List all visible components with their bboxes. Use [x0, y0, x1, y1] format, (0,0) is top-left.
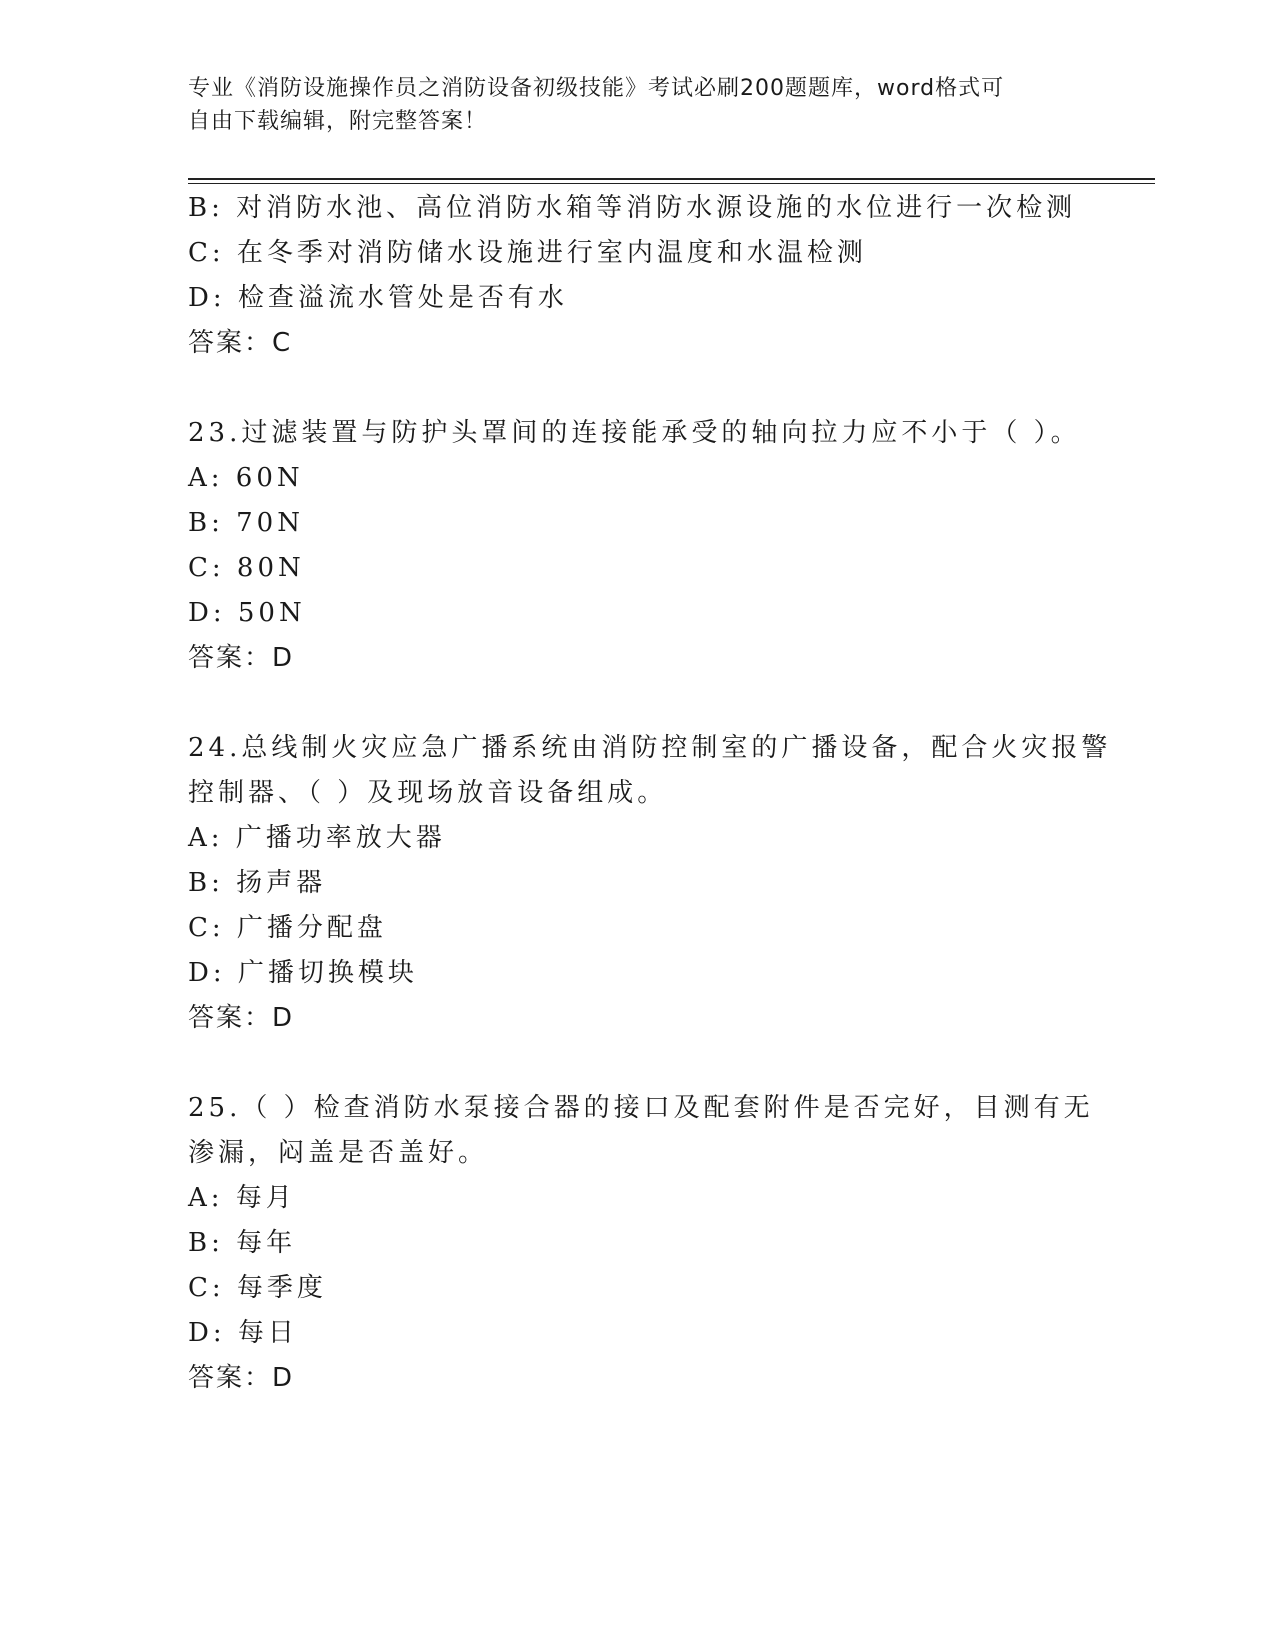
- q24-option-a: A: 广播功率放大器: [188, 823, 446, 853]
- q24-stem-line-2: 控制器、（ ）及现场放音设备组成。: [188, 778, 668, 808]
- q23-option-c: C: 80N: [188, 553, 305, 583]
- q22-option-c: C: 在冬季对消防储水设施进行室内温度和水温检测: [188, 238, 867, 268]
- q22-option-d: D: 检查溢流水管处是否有水: [188, 283, 568, 313]
- q22-answer: 答案：C: [188, 328, 293, 358]
- q24-option-b: B: 扬声器: [188, 868, 327, 898]
- q25-option-d: D: 每日: [188, 1318, 298, 1348]
- q23-stem: 23.过滤装置与防护头罩间的连接能承受的轴向拉力应不小于（ ）。: [188, 418, 1081, 448]
- q23-answer: 答案：D: [188, 643, 295, 673]
- q25-option-b: B: 每年: [188, 1228, 297, 1258]
- q23-option-a: A: 60N: [188, 463, 304, 493]
- q25-option-c: C: 每季度: [188, 1273, 327, 1303]
- q23-option-b: B: 70N: [188, 508, 304, 538]
- document-header: [188, 72, 1068, 138]
- q24-option-d: D: 广播切换模块: [188, 958, 418, 988]
- q22-option-b: B: 对消防水池、高位消防水箱等消防水源设施的水位进行一次检测: [188, 193, 1077, 223]
- q24-answer: 答案：D: [188, 1003, 295, 1033]
- q24-stem-line-1: 24.总线制火灾应急广播系统由消防控制室的广播设备，配合火灾报警: [188, 733, 1112, 763]
- header-line-2: 自由下载编辑，附完整答案！: [188, 109, 488, 134]
- header-divider-thick: [188, 178, 1155, 180]
- q25-option-a: A: 每月: [188, 1183, 296, 1213]
- q25-answer: 答案：D: [188, 1363, 295, 1393]
- q24-option-c: C: 广播分配盘: [188, 913, 387, 943]
- q23-option-d: D: 50N: [188, 598, 306, 628]
- header-line-1: 专业《消防设施操作员之消防设备初级技能》考试必刷200题题库，word格式可: [188, 76, 1005, 101]
- q25-stem-line-2: 渗漏，闷盖是否盖好。: [188, 1138, 489, 1168]
- header-divider-thin: [188, 183, 1155, 184]
- q25-stem-line-1: 25.（ ）检查消防水泵接合器的接口及配套附件是否完好，目测有无: [188, 1093, 1094, 1123]
